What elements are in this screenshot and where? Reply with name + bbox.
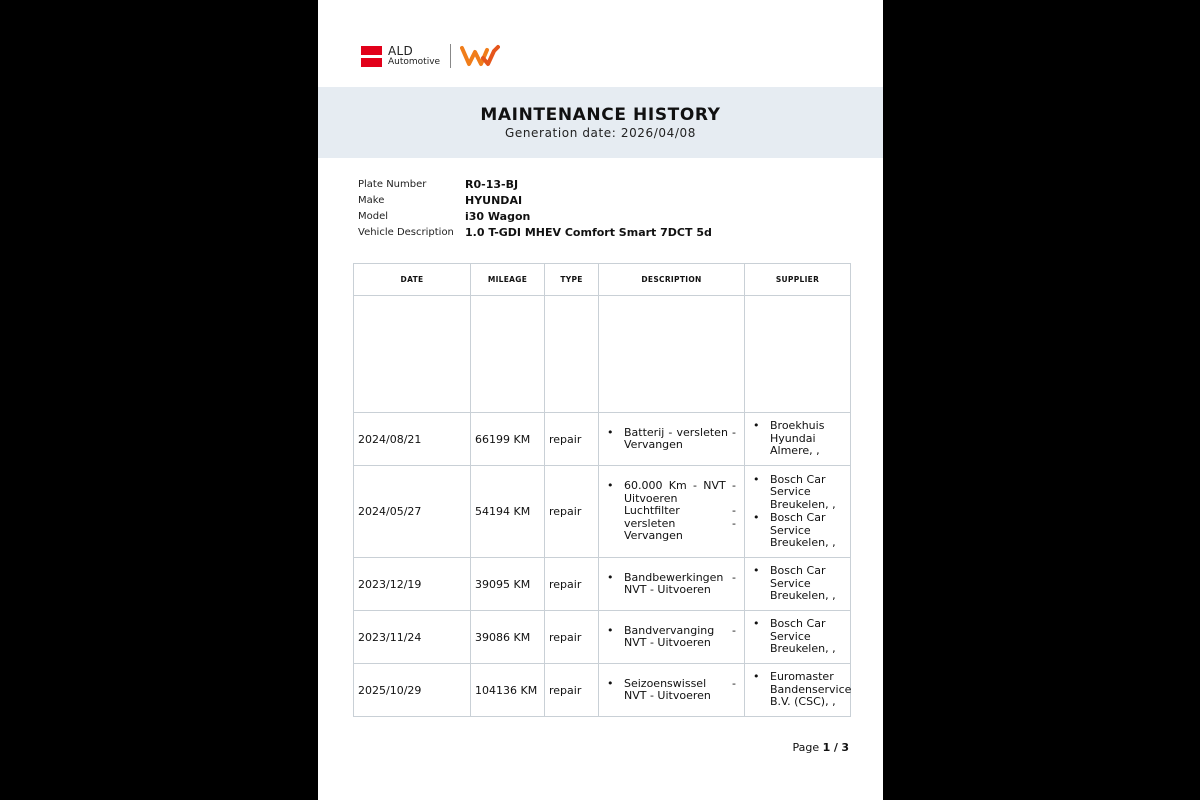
- document-page: [318, 0, 883, 800]
- description-item: • Bandbewerkingen - NVT - Uitvoeren: [603, 572, 740, 597]
- cell-supplier: [745, 466, 851, 558]
- generation-date: Generation date: 2026/04/08: [504, 126, 697, 140]
- ald-sub: Automotive: [388, 57, 441, 67]
- column-header-description: DESCRIPTION: [599, 264, 745, 296]
- cell-supplier: [745, 664, 851, 717]
- cell-type: repair: [545, 466, 599, 558]
- table-header-row: [354, 264, 851, 296]
- page-indicator: [793, 741, 849, 754]
- description-item: • Batterij - versleten - Vervangen: [603, 427, 740, 452]
- leaseplan-wave-icon: [460, 43, 500, 69]
- ald-name: ALD: [388, 44, 414, 58]
- plate-label: Plate Number: [358, 178, 427, 190]
- cell-type: repair: [545, 664, 599, 717]
- cell-type: repair: [545, 611, 599, 664]
- cell-description: [599, 664, 745, 717]
- cell-supplier: [745, 413, 851, 466]
- cell-date: 2024/08/21: [354, 413, 471, 466]
- logo-bar: [361, 42, 500, 70]
- description-item: • Bandvervanging - NVT - Uitvoeren: [603, 625, 740, 650]
- model-label: Model: [358, 210, 389, 222]
- cell-date: 2025/10/29: [354, 664, 471, 717]
- column-header-date: DATE: [354, 264, 471, 296]
- supplier-item: • Bosch Car Service Breukelen, ,: [749, 565, 846, 603]
- plate-value: R0-13-BJ: [465, 177, 519, 191]
- page-title: MAINTENANCE HISTORY: [480, 105, 721, 125]
- cell-mileage: 39086 KM: [471, 611, 545, 664]
- info-row-description: [358, 224, 712, 240]
- supplier-item: • Bosch Car Service Breukelen, ,: [749, 512, 846, 550]
- page-total: 3: [841, 741, 849, 754]
- supplier-item: • Bosch Car Service Breukelen, ,: [749, 618, 846, 656]
- make-value: HYUNDAI: [465, 193, 523, 207]
- vehicle-description-value: 1.0 T-GDI MHEV Comfort Smart 7DCT 5d: [465, 225, 712, 239]
- table-row: [354, 466, 851, 558]
- model-value: i30 Wagon: [465, 209, 531, 223]
- table-row: [354, 413, 851, 466]
- page-current: 1: [822, 741, 831, 754]
- vehicle-info: [358, 176, 712, 240]
- cell-description: [599, 466, 745, 558]
- cell-mileage: 54194 KM: [471, 466, 545, 558]
- ald-logo-icon: [361, 46, 382, 67]
- logo-divider: [450, 44, 451, 68]
- cell-date: 2023/11/24: [354, 611, 471, 664]
- column-header-mileage: MILEAGE: [471, 264, 545, 296]
- title-band: [318, 87, 883, 158]
- cell-type: repair: [545, 413, 599, 466]
- cell-supplier: [745, 558, 851, 611]
- page-prefix: Page: [792, 741, 820, 754]
- vehicle-description-label: Vehicle Description: [358, 226, 454, 238]
- info-row-make: [358, 192, 712, 208]
- cell-date: 2024/05/27: [354, 466, 471, 558]
- table-row: [354, 611, 851, 664]
- ald-logo-text: [388, 45, 440, 67]
- supplier-item: • Euromaster Bandenservice B.V. (CSC), ,: [749, 671, 846, 709]
- page-separator: /: [833, 741, 838, 754]
- cell-mileage: 39095 KM: [471, 558, 545, 611]
- column-header-type: TYPE: [545, 264, 599, 296]
- info-row-model: [358, 208, 712, 224]
- table-row: [354, 664, 851, 717]
- cell-mileage: 104136 KM: [471, 664, 545, 717]
- cell-type: repair: [545, 558, 599, 611]
- column-header-supplier: SUPPLIER: [745, 264, 851, 296]
- supplier-item: • Bosch Car Service Breukelen, ,: [749, 474, 846, 512]
- make-label: Make: [358, 194, 385, 206]
- cell-mileage: 66199 KM: [471, 413, 545, 466]
- cell-date: 2023/12/19: [354, 558, 471, 611]
- cell-description: [599, 558, 745, 611]
- description-item: • Seizoenswissel - NVT - Uitvoeren: [603, 678, 740, 703]
- cell-supplier: [745, 611, 851, 664]
- cell-description: [599, 611, 745, 664]
- cell-description: [599, 413, 745, 466]
- info-row-plate: [358, 176, 712, 192]
- maintenance-table: [353, 263, 851, 717]
- table-row: [354, 558, 851, 611]
- description-item: • 60.000 Km - NVT - Uitvoeren Luchtfilter - versleten - Vervangen: [603, 480, 740, 543]
- blank-row: [354, 296, 851, 413]
- supplier-item: • Broekhuis Hyundai Almere, ,: [749, 420, 846, 458]
